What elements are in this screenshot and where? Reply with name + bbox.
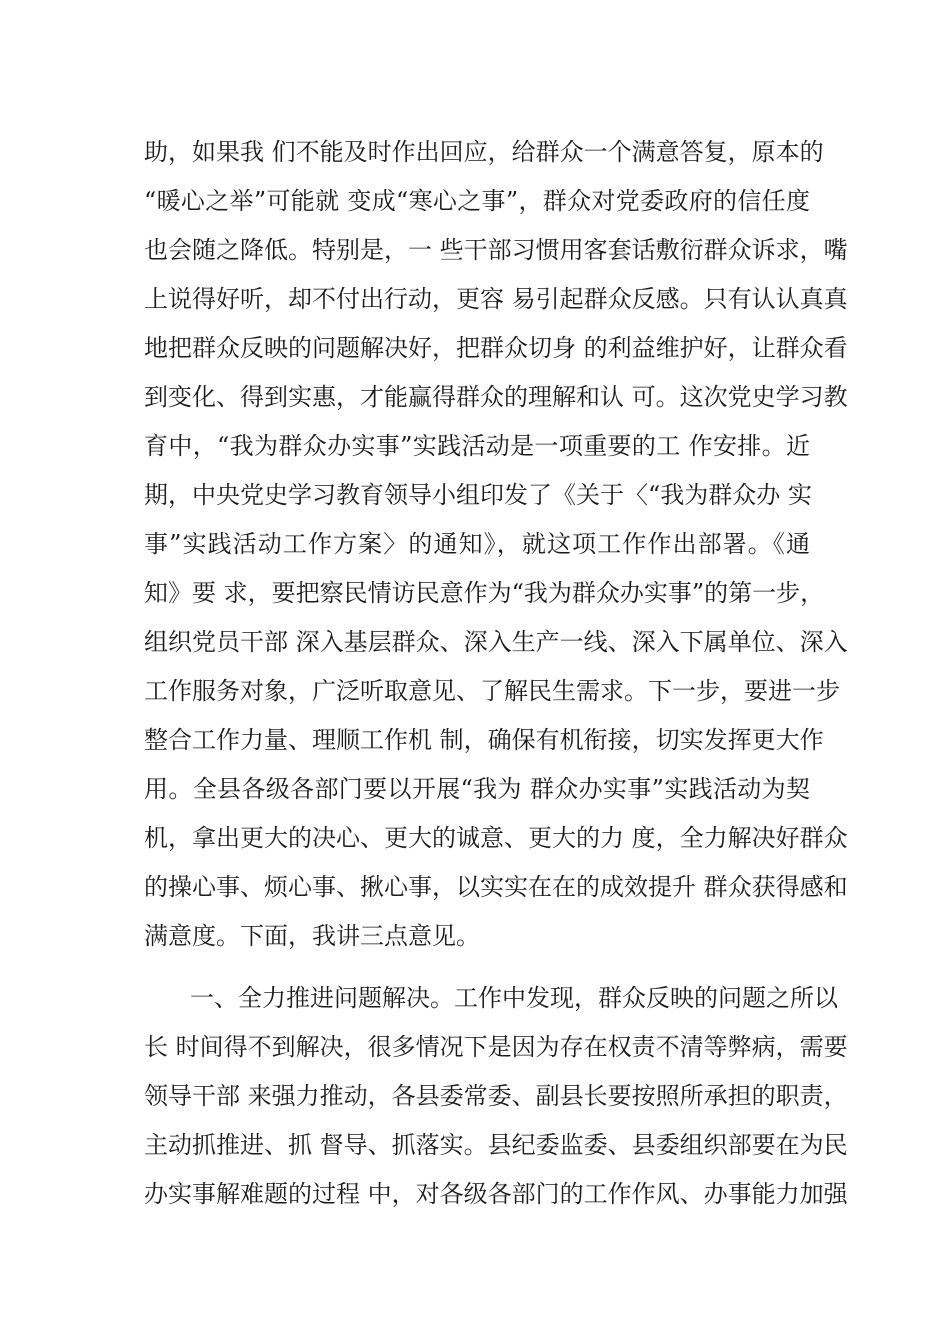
text-line: 到变化、得到实惠，才能赢得群众的理解和认 可。这次党史学习教 bbox=[144, 383, 848, 411]
text-line: 知》要 求，要把察民情访民意作为“我为群众办实事”的第一步， bbox=[144, 579, 825, 607]
text-line: 工作服务对象，广泛听取意见、了解民生需求。下一步，要进一步 bbox=[144, 677, 840, 705]
text-line: 期，中央党史学习教育领导小组印发了《关于〈“我为群众办 实 bbox=[144, 481, 812, 509]
text-line: “暖心之举”可能就 变成“寒心之事”，群众对党委政府的信任度 bbox=[144, 187, 810, 215]
text-line: 助，如果我 们不能及时作出回应，给群众一个满意答复，原本的 bbox=[144, 138, 824, 166]
text-line: 主动抓推进、抓 督导、抓落实。县纪委监委、县委组织部要在为民 bbox=[144, 1131, 848, 1159]
text-line: 育中，“我为群众办实事”实践活动是一项重要的工 作安排。近 bbox=[144, 432, 810, 460]
section-heading-line: 一、全力推进问题解决。工作中发现，群众反映的问题之所以 bbox=[190, 984, 838, 1012]
text-line: 领导干部 来强力推动，各县委常委、副县长要按照所承担的职责， bbox=[144, 1082, 848, 1110]
text-line: 组织党员干部 深入基层群众、深入生产一线、深入下属单位、深入 bbox=[144, 628, 848, 656]
text-line: 办实事解难题的过程 中，对各级各部门的工作作风、办事能力加强 bbox=[144, 1180, 848, 1208]
text-line: 整合工作力量、理顺工作机 制，确保有机衔接，切实发挥更大作 bbox=[144, 726, 824, 754]
text-line: 上说得好听，却不付出行动，更容 易引起群众反感。只有认认真真 bbox=[144, 285, 848, 313]
text-line: 事”实践活动工作方案〉的通知》，就这项工作作出部署。《通 bbox=[144, 530, 810, 558]
text-line: 的操心事、烦心事、揪心事，以实实在在的成效提升 群众获得感和 bbox=[144, 873, 848, 901]
text-line: 地把群众反映的问题解决好，把群众切身 的利益维护好，让群众看 bbox=[144, 334, 848, 362]
text-line: 也会随之降低。特别是，一 些干部习惯用客套话敷衍群众诉求，嘴 bbox=[144, 236, 848, 264]
text-line: 长 时间得不到解决，很多情况下是因为存在权责不清等弊病，需要 bbox=[144, 1033, 848, 1061]
text-line: 满意度。下面，我讲三点意见。 bbox=[144, 922, 480, 950]
text-line: 机，拿出更大的决心、更大的诚意、更大的力 度，全力解决好群众 bbox=[144, 824, 848, 852]
text-line: 用。全县各级各部门要以开展“我为 群众办实事”实践活动为契 bbox=[144, 775, 810, 803]
